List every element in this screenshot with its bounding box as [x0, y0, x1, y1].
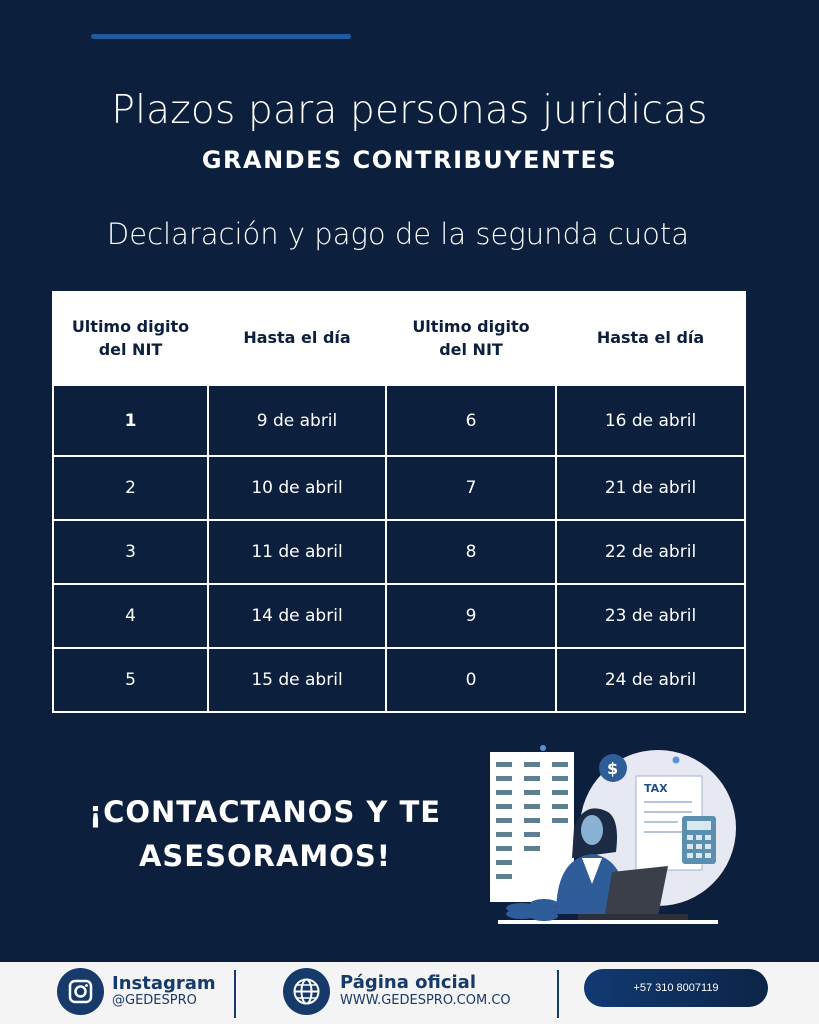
table-cell: 11 de abril	[208, 520, 386, 584]
table-cell: 0	[386, 648, 556, 712]
table-row	[53, 584, 745, 648]
website-url[interactable]: WWW.GEDESPRO.COM.CO	[340, 993, 511, 1008]
instagram-handle[interactable]: @GEDESPRO	[112, 993, 197, 1008]
section-heading: Declaración y pago de la segunda cuota	[106, 217, 690, 251]
header-cell-date: Hasta el día	[556, 292, 745, 385]
table-cell: 4	[53, 584, 208, 648]
table-cell: 22 de abril	[556, 520, 745, 584]
table-cell: 8	[386, 520, 556, 584]
table-cell: 9	[386, 584, 556, 648]
contact-call-to-action	[60, 790, 470, 878]
tax-advisor-illustration	[478, 738, 738, 938]
table-cell: 3	[53, 520, 208, 584]
header-cell-digit: Ultimo digito del NIT	[386, 292, 556, 385]
table-cell: 24 de abril	[556, 648, 745, 712]
table-row	[53, 385, 745, 456]
dollar-coin-icon: $	[607, 759, 619, 778]
table-cell: 5	[53, 648, 208, 712]
table-cell: 2	[53, 456, 208, 520]
website-badge[interactable]	[283, 968, 330, 1015]
table-cell: 21 de abril	[556, 456, 745, 520]
instagram-icon	[57, 968, 104, 1015]
table-header-row	[53, 292, 745, 385]
instagram-title: Instagram	[112, 973, 216, 994]
table-row	[53, 456, 745, 520]
table-cell: 1	[53, 385, 208, 456]
instagram-badge[interactable]	[57, 968, 104, 1015]
footer	[0, 962, 819, 1024]
globe-icon	[283, 968, 330, 1015]
table-cell: 15 de abril	[208, 648, 386, 712]
page-subtitle: GRANDES CONTRIBUYENTES	[201, 146, 618, 174]
header-cell-date: Hasta el día	[208, 292, 386, 385]
table-row	[53, 648, 745, 712]
page-title: Plazos para personas juridicas	[111, 88, 708, 133]
table-cell: 14 de abril	[208, 584, 386, 648]
cta-line-1: ¡CONTACTANOS Y TE	[88, 795, 442, 829]
table-cell: 7	[386, 456, 556, 520]
footer-divider	[557, 970, 559, 1018]
header-cell-digit: Ultimo digito del NIT	[53, 292, 208, 385]
table-cell: 16 de abril	[556, 385, 745, 456]
tax-label: TAX	[644, 782, 668, 795]
deadlines-table	[52, 291, 746, 713]
website-title: Página oficial	[340, 972, 477, 993]
top-accent-bar	[91, 34, 351, 39]
cta-line-2: ASESORAMOS!	[138, 839, 392, 873]
table-cell: 9 de abril	[208, 385, 386, 456]
footer-divider	[234, 970, 236, 1018]
phone-button[interactable]: +57 310 8007119	[584, 969, 768, 1007]
table-cell: 10 de abril	[208, 456, 386, 520]
table-cell: 23 de abril	[556, 584, 745, 648]
table-row	[53, 520, 745, 584]
table-cell: 6	[386, 385, 556, 456]
